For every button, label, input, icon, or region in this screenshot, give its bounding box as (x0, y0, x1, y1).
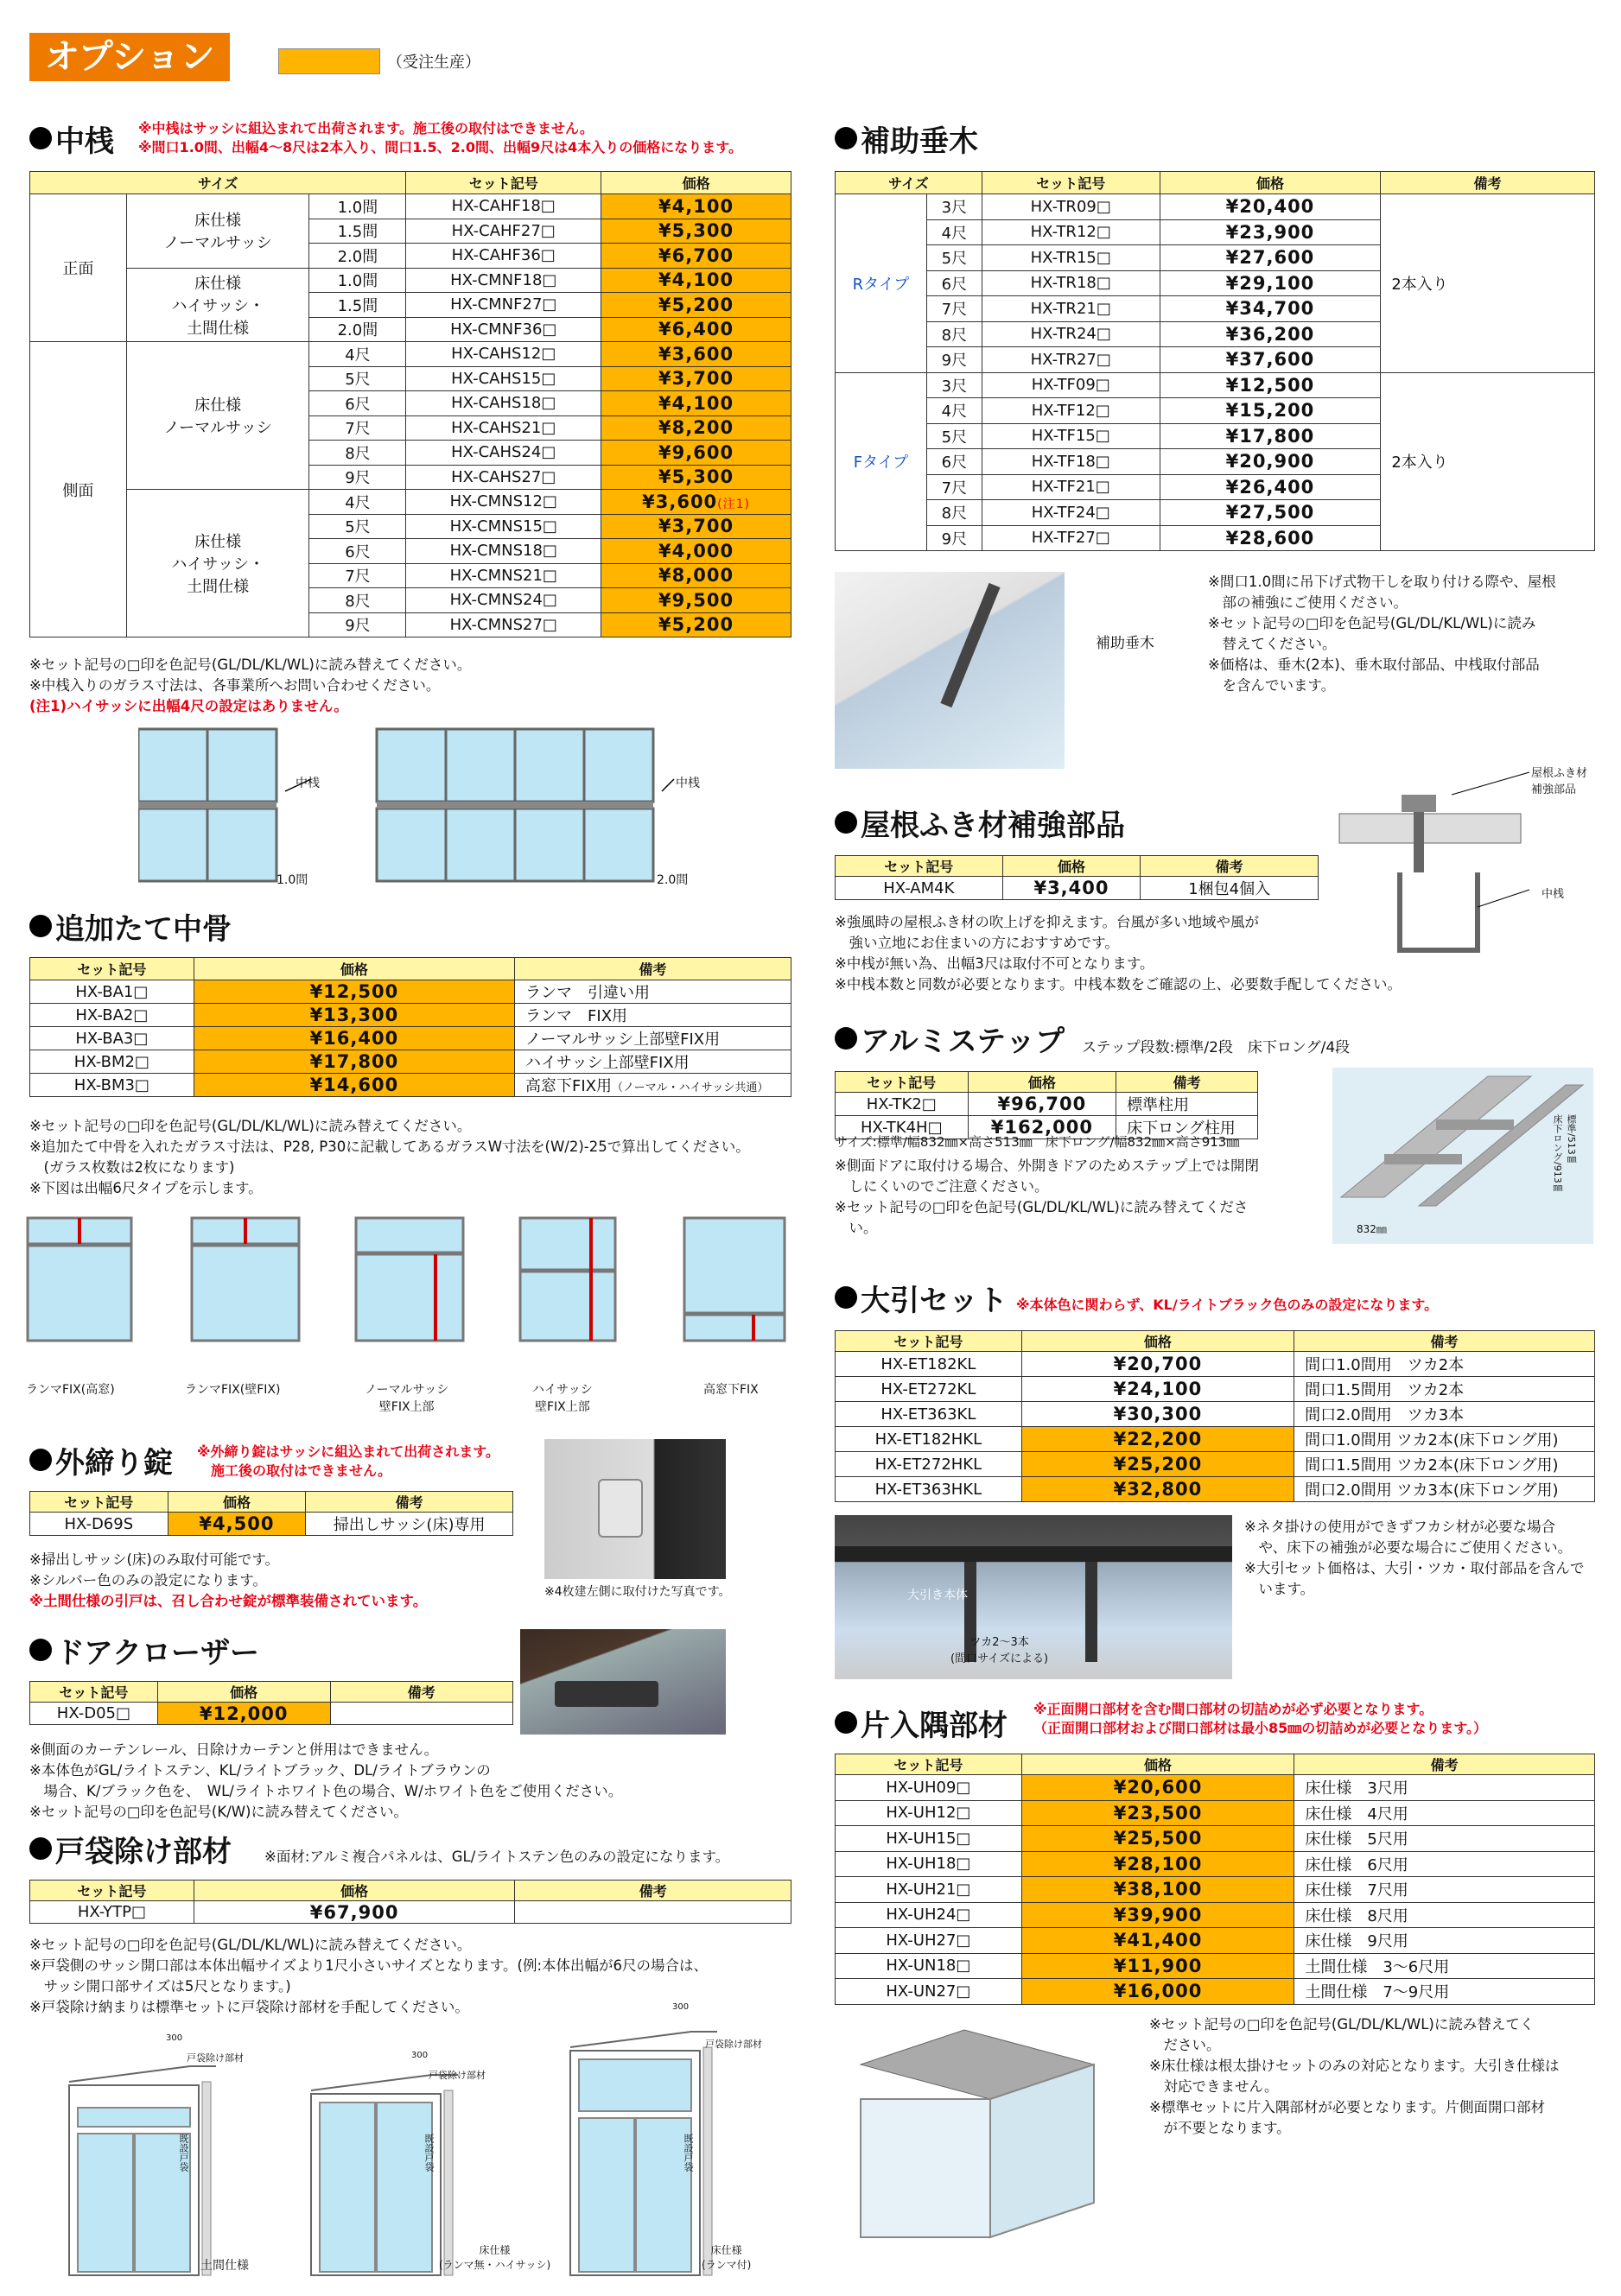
table-row (836, 1452, 1595, 1477)
tobukuro-notes: ※セット記号の□印を色記号(GL/DL/KL/WL)に読み替えてください。 ※戸袋側のサッシ開口部は本体出幅サイズより1尺小さいサイズとなります。(例:本体出幅が6尺の場合は、 サッシ開口部サイズは5尺となります。) ※戸袋除け納まりは標準セットに戸袋除け部材を手配してください。 (29, 1937, 709, 2015)
price-cell (601, 366, 791, 391)
tsuika-notes: ※セット記号の□印を色記号(GL/DL/KL/WL)に読み替えてください。 ※追加たて中骨を入れたガラス寸法は、P28, P30に記載してあるガラスW寸法を(W/2)-25で算出してください。 (ガラス枚数は2枚になります) ※下図は出幅6尺タイプを示します。 (29, 1118, 750, 1196)
code-cell: HX-ET182KL (836, 1352, 1022, 1377)
table-row (836, 1800, 1595, 1826)
code-cell: HX-UN18□ (836, 1953, 1022, 1979)
nakazan-table: サイズ セット記号 価格 正面 床仕様 ノーマルサッシ 1.0間 HX-CAHF18□ ¥4,100 1.5間 HX-CAHF27□ ¥5,300 2.0間 HX-CAHF36□ ¥6,700 床仕様 ハイサッシ・ 土間仕様 1.0間 HX-CMNF18□ ¥4,100 1.5間 HX-CMNF27□ ¥5,200 2.0間 HX-CMNF36□ ¥6,400 側面 床仕様 ノーマルサッシ 4尺 HX-CAHS12□ ¥3,600 5尺 HX-CAHS15□ ¥3,700 6尺 HX-CAHS18□ ¥4,100 7尺 HX-CAHS21□ ¥8,200 8尺 HX-CAHS24□ ¥9,600 9尺 HX-CAHS27□ ¥5,300 床仕様 ハイサッシ・ 土間仕様 4尺 HX-CMNS12□ ¥3,600(注1) 5尺 HX-CMNS15□ ¥3,700 6尺 HX-CMNS18□ ¥4,000 7尺 HX-CMNS21□ ¥8,000 8尺 HX-CMNS24□ ¥9,500 9尺 HX-CMNS27□ ¥5,200 (29, 171, 791, 637)
section-title-tobukuro: 戸袋除け部材 (29, 1836, 232, 1868)
size-cell: 9尺 (309, 465, 406, 490)
size-cell: 9尺 (309, 612, 406, 637)
group-label: 側面 (30, 342, 127, 637)
obiki-photo-label-2: ツカ2〜3本 (間口サイズによる) (950, 1636, 1049, 1665)
price-cell: ¥23,500 (1021, 1800, 1294, 1826)
code-cell: HX-TF18□ (982, 449, 1160, 475)
size-cell: 5尺 (926, 245, 982, 271)
code-cell: HX-CAHS24□ (406, 441, 601, 466)
code-cell: HX-CMNF27□ (406, 293, 601, 318)
code-cell: HX-TF09□ (982, 372, 1160, 398)
tobukuro-sub-note: ※面材:アルミ複合パネルは、GL/ライトステン色のみの設定になります。 (264, 1849, 730, 1865)
price-cell (601, 514, 791, 539)
obiki-photo-label-1: 大引き本体 (907, 1589, 968, 1602)
remark-cell: 床仕様 9尺用 (1294, 1928, 1595, 1954)
price-cell: ¥30,300 (1021, 1402, 1294, 1427)
price-cell: ¥26,400 (1160, 474, 1381, 500)
price-cell (601, 219, 791, 244)
price-cell: ¥27,600 (1160, 245, 1381, 271)
price-cell: ¥28,100 (1021, 1851, 1294, 1877)
table-row (836, 1928, 1595, 1954)
code-cell: HX-BA3□ (30, 1027, 194, 1050)
price-cell: ¥20,900 (1160, 449, 1381, 475)
section-title-obiki: 大引セット (835, 1285, 1008, 1317)
price-cell: ¥38,100 (1021, 1877, 1294, 1903)
code-cell: HX-UN27□ (836, 1979, 1022, 2005)
remark-cell: 床仕様 5尺用 (1294, 1826, 1595, 1852)
size-cell: 5尺 (309, 366, 406, 391)
remark-text: ノーマルサッシ上部壁FIX用 (525, 1031, 721, 1049)
remark-cell (515, 1050, 791, 1074)
price-cell: ¥41,400 (1021, 1928, 1294, 1954)
price-value: ¥4,100 (658, 270, 734, 291)
size-cell: 8尺 (926, 321, 982, 347)
price-value: ¥3,700 (658, 368, 734, 390)
size-cell: 8尺 (926, 500, 982, 526)
size-cell: 7尺 (309, 563, 406, 588)
size-cell: 1.5間 (309, 219, 406, 244)
code-cell: HX-UH18□ (836, 1851, 1022, 1877)
tobukuro-fig1-caption: 土間仕様 (200, 2259, 249, 2273)
remark-cell: 間口1.0間用 ツカ2本 (1294, 1352, 1595, 1377)
table-row (836, 1477, 1595, 1502)
code-cell: HX-TF21□ (982, 474, 1160, 500)
remark-text: ランマ FIX用 (525, 1007, 628, 1025)
table-row (30, 980, 791, 1004)
tsuika-fig-label-2: ランマFIX(壁FIX) (185, 1383, 281, 1397)
price-value: ¥5,200 (658, 614, 734, 636)
price-cell (601, 391, 791, 416)
tobukuro-fig1-existing: 既設戸袋 (178, 2134, 189, 2172)
size-cell: 9尺 (926, 347, 982, 373)
sub-label: 床仕様 ノーマルサッシ (126, 194, 309, 269)
price-value: ¥4,100 (658, 392, 734, 414)
code-cell: HX-ET363HKL (836, 1477, 1022, 1502)
nakazan-fig-size-1: 1.0間 (277, 873, 308, 887)
remark-small: （ノーマル・ハイサッシ共通） (612, 1081, 769, 1094)
size-cell: 6尺 (309, 391, 406, 416)
code-cell: HX-TR21□ (982, 296, 1160, 322)
price-cell: ¥12,500 (1160, 372, 1381, 398)
price-cell: ¥20,400 (1160, 194, 1381, 220)
remark-cell: 間口1.0間用 ツカ2本(床下ロング用) (1294, 1427, 1595, 1452)
price-cell: ¥22,200 (1021, 1427, 1294, 1452)
sub-label: 床仕様 ノーマルサッシ (126, 342, 309, 490)
size-cell: 1.0間 (309, 194, 406, 219)
code-cell: HX-CMNS24□ (406, 588, 601, 613)
obiki-table: セット記号 価格 備考 HX-ET182KL ¥20,700 間口1.0間用 ツカ2本 HX-ET272KL ¥24,100 間口1.5間用 ツカ2本 HX-ET363KL ¥30,300 間口2.0間用 ツカ3本 HX-ET182HKL ¥22,200 間口1.0間用 ツカ2本(床下ロング用) HX-ET272HKL ¥25,200 間口1.5間用 ツカ2本(床下ロング用) HX-ET363HKL ¥32,800 間口2.0間用 ツカ3本(床下ロング用) (835, 1330, 1595, 1502)
table-row (836, 1877, 1595, 1903)
hojo-notes: ※間口1.0間に吊下げ式物干しを取り付ける際や、屋根 部の補強にご使用ください。 ※セット記号の□印を色記号(GL/DL/KL/WL)に読み 替えてください。 ※価格は、垂木(2本)、垂木取付部品、中桟取付部品 を含んでいます。 (1208, 574, 1556, 694)
size-cell: 4尺 (926, 219, 982, 245)
tsuika-window-diagrams (26, 1216, 786, 1372)
remark-cell (515, 1004, 791, 1027)
price-cell: ¥16,000 (1021, 1979, 1294, 2005)
table-row (836, 372, 1595, 398)
code-cell: HX-TR18□ (982, 270, 1160, 296)
price-value: ¥9,600 (658, 441, 734, 463)
price-cell (601, 415, 791, 441)
code-cell: HX-BA2□ (30, 1004, 194, 1027)
price-cell: ¥37,600 (1160, 347, 1381, 373)
price-value: ¥3,600 (658, 343, 734, 365)
remark-cell: 床仕様 7尺用 (1294, 1877, 1595, 1903)
price-value: ¥4,000 (658, 540, 734, 561)
remark-cell: 床仕様 3尺用 (1294, 1775, 1595, 1801)
tobukuro-diagrams (52, 2013, 769, 2289)
code-cell: HX-CAHS21□ (406, 415, 601, 441)
nakazan-notes: ※セット記号の□印を色記号(GL/DL/KL/WL)に読み替えてください。 ※中桟入りのガラス寸法は、各事業所へお問い合わせください。 (注1)ハイサッシに出幅4尺の設定はありません。 (29, 656, 472, 714)
price-cell: ¥20,600 (1021, 1775, 1294, 1801)
price-cell (601, 293, 791, 318)
katairi-table: セット記号 価格 備考 HX-UH09□ ¥20,600 床仕様 3尺用 HX-UH12□ ¥23,500 床仕様 4尺用 HX-UH15□ ¥25,500 床仕様 5尺用 HX-UH18□ ¥28,100 床仕様 6尺用 HX-UH21□ ¥38,100 床仕様 7尺用 HX-UH24□ ¥39,900 床仕様 8尺用 HX-UH27□ ¥41,400 床仕様 9尺用 HX-UN18□ ¥11,900 土間仕様 3〜6尺用 HX-UN27□ ¥16,000 土間仕様 7〜9尺用 (835, 1754, 1595, 2005)
tobukuro-fig3-dim: 300 (672, 2002, 690, 2012)
price-cell: ¥20,700 (1021, 1352, 1294, 1377)
code-cell: HX-CMNS18□ (406, 539, 601, 564)
table-row (30, 342, 791, 367)
price-cell: ¥17,800 (194, 1050, 514, 1074)
code-cell: HX-TF27□ (982, 525, 1160, 551)
price-cell (601, 563, 791, 588)
size-cell: 6尺 (926, 270, 982, 296)
price-value: ¥5,300 (658, 466, 734, 488)
price-cell: ¥17,800 (1160, 423, 1381, 449)
code-cell: HX-TR24□ (982, 321, 1160, 347)
section-title-yane: 屋根ふき材補強部品 (835, 810, 1125, 842)
price-cell: ¥12,500 (194, 980, 514, 1004)
tobukuro-fig3-part: 戸袋除け部材 (705, 2039, 762, 2050)
size-cell: 4尺 (309, 490, 406, 515)
code-cell: HX-UH09□ (836, 1775, 1022, 1801)
table-row (836, 1979, 1595, 2005)
nakazan-fig-size-2: 2.0間 (657, 873, 689, 887)
hojo-table: サイズ セット記号 価格 備考 Rタイプ 3尺 HX-TR09□ ¥20,400 2本入り 4尺 HX-TR12□ ¥23,900 5尺 HX-TR15□ ¥27,600 6尺 HX-TR18□ ¥29,100 7尺 HX-TR21□ ¥34,700 8尺 HX-TR24□ ¥36,200 9尺 HX-TR27□ ¥37,600 Fタイプ 3尺 HX-TF09□ ¥12,500 2本入り 4尺 HX-TF12□ ¥15,200 5尺 HX-TF15□ ¥17,800 6尺 HX-TF18□ ¥20,900 7尺 HX-TF21□ ¥26,400 8尺 HX-TF24□ ¥27,500 9尺 HX-TF27□ ¥28,600 (835, 171, 1595, 551)
yane-notes: ※強風時の屋根ふき材の吹上げを抑えます。台風が多い地域や風が 強い立地にお住まいの方におすすめです。 ※中桟が無い為、出幅3尺は取付不可となります。 ※中桟本数と同数が必要となります。中桟本数をご確認の上、必要数手配してください。 (835, 914, 1402, 993)
code-cell: HX-ET272HKL (836, 1452, 1022, 1477)
remark-cell: 床仕様 8尺用 (1294, 1902, 1595, 1928)
remark-cell: 床仕様 4尺用 (1294, 1800, 1595, 1826)
section-title-nakazan: 中桟 (29, 126, 114, 158)
price-cell (601, 317, 791, 342)
door-table: セット記号 価格 備考 HX-D05□ ¥12,000 (29, 1681, 513, 1725)
obiki-red-note: ※本体色に関わらず、KL/ライトブラック色のみの設定になります。 (1016, 1297, 1439, 1313)
price-cell: ¥15,200 (1160, 398, 1381, 424)
price-value: ¥3,600 (642, 491, 718, 512)
code-cell: HX-CAHS18□ (406, 391, 601, 416)
code-cell: HX-BM3□ (30, 1074, 194, 1097)
tobukuro-fig3-caption: 床仕様 (ランマ付) (702, 2244, 752, 2271)
size-cell: 1.5間 (309, 293, 406, 318)
size-cell: 9尺 (926, 525, 982, 551)
table-row (836, 1402, 1595, 1427)
code-cell: HX-UH24□ (836, 1902, 1022, 1928)
table-row (30, 1050, 791, 1074)
lock-photo-caption: ※4枚建左側に取付けた写真です。 (544, 1585, 731, 1599)
remark-text: 高窓下FIX用 (525, 1077, 613, 1095)
step-width-label: 832㎜ (1357, 1223, 1387, 1235)
remark-cell: 2本入り (1381, 194, 1595, 373)
price-cell: ¥23,900 (1160, 219, 1381, 245)
size-cell: 5尺 (309, 514, 406, 539)
katairi-photo (835, 2013, 1128, 2272)
size-cell: 6尺 (309, 539, 406, 564)
code-cell: HX-TF12□ (982, 398, 1160, 424)
table-row (30, 194, 791, 219)
sub-label: 床仕様 ハイサッシ・ 土間仕様 (126, 490, 309, 637)
code-cell: HX-CMNS12□ (406, 490, 601, 515)
katairi-notes: ※セット記号の□印を色記号(GL/DL/KL/WL)に読み替えてく ださい。 ※床仕様は根太掛けセットのみの対応となります。大引き仕様は 対応できません。 ※標準セットに片入隅部材が必要となります。片側面開口部材 が不要となります。 (1149, 2016, 1560, 2136)
table-row (836, 1953, 1595, 1979)
table-row (30, 1074, 791, 1097)
price-value: ¥8,200 (658, 417, 734, 439)
section-title-katairi: 片入隅部材 (835, 1710, 1008, 1742)
hojo-photo (835, 572, 1065, 769)
size-cell: 7尺 (926, 296, 982, 322)
size-cell: 2.0間 (309, 244, 406, 269)
tsuika-fig-label-1: ランマFIX(高窓) (26, 1383, 115, 1397)
price-cell (601, 441, 791, 466)
price-cell (601, 490, 791, 515)
price-cell (601, 194, 791, 219)
table-row (30, 1027, 791, 1050)
section-title-door: ドアクローザー (29, 1638, 259, 1670)
type-label: Rタイプ (836, 194, 927, 373)
table-row (30, 490, 791, 515)
sub-label: 床仕様 ハイサッシ・ 土間仕様 (126, 268, 309, 342)
price-value: ¥6,700 (658, 244, 734, 266)
price-cell: ¥34,700 (1160, 296, 1381, 322)
code-cell: HX-UH21□ (836, 1877, 1022, 1903)
price-cell: ¥24,100 (1021, 1377, 1294, 1402)
price-cell: ¥27,500 (1160, 500, 1381, 526)
door-closer-photo (520, 1629, 726, 1735)
size-cell: 8尺 (309, 441, 406, 466)
step-sub: ステップ段数:標準/2段 床下ロング/4段 (1082, 1039, 1351, 1056)
code-cell: HX-TR27□ (982, 347, 1160, 373)
obiki-notes: ※ネタ掛けの使用ができずフカシ材が必要な場合 や、床下の補強が必要な場合にご使用ください。 ※大引セット価格は、大引・ツカ・取付部品を含んで います。 (1244, 1519, 1585, 1597)
code-cell: HX-CAHF18□ (406, 194, 601, 219)
remark-cell: 間口2.0間用 ツカ3本(床下ロング用) (1294, 1477, 1595, 1502)
nakazan-fig-label-1: 中桟 (296, 777, 320, 790)
code-cell: HX-CAHF36□ (406, 244, 601, 269)
remark-cell: 間口1.5間用 ツカ2本 (1294, 1377, 1595, 1402)
table-row (836, 1427, 1595, 1452)
remark-cell: 土間仕様 3〜6尺用 (1294, 1953, 1595, 1979)
price-cell: ¥28,600 (1160, 525, 1381, 551)
section-title-sotojime: 外締り錠 (29, 1448, 173, 1480)
price-cell: ¥16,400 (194, 1027, 514, 1050)
size-cell: 3尺 (926, 194, 982, 220)
code-cell: HX-CAHF27□ (406, 219, 601, 244)
size-cell: 8尺 (309, 588, 406, 613)
tobukuro-fig2-part: 戸袋除け部材 (429, 2070, 486, 2081)
note-mark: (注1) (717, 497, 751, 511)
price-cell: ¥36,200 (1160, 321, 1381, 347)
remark-cell: 床仕様 6尺用 (1294, 1851, 1595, 1877)
price-cell: ¥25,500 (1021, 1826, 1294, 1852)
code-cell: HX-TF24□ (982, 500, 1160, 526)
size-cell: 3尺 (926, 372, 982, 398)
table-row (836, 1902, 1595, 1928)
step-height-label: 標準/513㎜ 床下ロング/913㎜ (1552, 1114, 1577, 1193)
code-cell: HX-CMNF36□ (406, 317, 601, 342)
price-value: ¥5,200 (658, 294, 734, 315)
order-legend-swatch (278, 48, 380, 74)
tsuika-fig-label-3: ノーマルサッシ 壁FIX上部 (365, 1383, 449, 1414)
table-row (836, 1352, 1595, 1377)
section-title-step: アルミステップ (835, 1026, 1065, 1058)
sotojime-notes: ※掃出しサッシ(床)のみ取付可能です。 ※シルバー色のみの設定になります。 ※土間仕様の引戸は、召し合わせ錠が標準装備されています。 (29, 1551, 428, 1609)
price-cell (601, 612, 791, 637)
table-row (836, 194, 1595, 220)
door-notes: ※側面のカーテンレール、日除けカーテンと併用はできません。 ※本体色がGL/ライトステン、KL/ライトブラック、DL/ライトブラウンの 場合、K/ブラック色を、 WL/ライトホワイト色の場合、W/ホワイト色をご使用ください。 ※セット記号の□印を色記号(K/W)に読み替えてください。 (29, 1741, 623, 1820)
price-cell (601, 244, 791, 269)
tsuika-fig-label-4: ハイサッシ 壁FIX上部 (532, 1383, 593, 1414)
code-cell: HX-ET272KL (836, 1377, 1022, 1402)
price-value: ¥9,500 (658, 589, 734, 611)
order-legend-label: （受注生産） (387, 54, 480, 72)
table-row (30, 1004, 791, 1027)
price-cell (601, 588, 791, 613)
size-cell: 7尺 (926, 474, 982, 500)
price-value: ¥4,100 (658, 195, 734, 217)
price-cell: ¥13,300 (194, 1004, 514, 1027)
remark-text: ランマ 引違い用 (525, 984, 651, 1002)
size-cell: 5尺 (926, 423, 982, 449)
price-cell: ¥32,800 (1021, 1477, 1294, 1502)
table-row (836, 1775, 1595, 1801)
tobukuro-fig2-dim: 300 (411, 2051, 429, 2060)
nakazan-red-notes: ※中桟はサッシに組込まれて出荷されます。施工後の取付はできません。 ※間口1.0間、出幅4〜8尺は2本入り、間口1.5、2.0間、出幅9尺は4本入りの価格になります。 (138, 120, 742, 155)
nakazan-fig-label-2: 中桟 (676, 777, 700, 790)
tobukuro-fig2-existing: 既設戸袋 (423, 2134, 435, 2172)
code-cell: HX-UH15□ (836, 1826, 1022, 1852)
sotojime-red-note: ※外締り錠はサッシに組込まれて出荷されます。 施工後の取付はできません。 (197, 1443, 499, 1479)
price-cell (601, 268, 791, 293)
table-row (836, 1851, 1595, 1877)
table-row (30, 268, 791, 293)
tobukuro-fig1-dim: 300 (166, 2033, 183, 2043)
tsuika-table: セット記号 価格 備考 HX-BA1□ ¥12,500 ランマ 引違い用 HX-BA2□ ¥13,300 ランマ FIX用 HX-BA3□ ¥16,400 ノーマルサッシ上部壁FIX用 HX-BM2□ ¥17,800 ハイサッシ上部壁FIX用 HX-BM3□ ¥14,600 高窓下FIX用（ノーマル・ハイサッシ共通） (29, 957, 791, 1097)
price-cell: ¥14,600 (194, 1074, 514, 1097)
price-cell: ¥11,900 (1021, 1953, 1294, 1979)
yane-fig-nakazan-label: 中桟 (1542, 888, 1565, 901)
step-table: セット記号 価格 備考 HX-TK2□ ¥96,700 標準柱用 HX-TK4H□ ¥162,000 床下ロング柱用 (835, 1071, 1258, 1139)
remark-cell: 2本入り (1381, 372, 1595, 551)
price-cell (601, 539, 791, 564)
table-row (836, 1377, 1595, 1402)
lock-photo (544, 1439, 726, 1579)
remark-cell (515, 980, 791, 1004)
code-cell: HX-CAHS12□ (406, 342, 601, 367)
tsuika-fig-label-5: 高窓下FIX (703, 1383, 759, 1397)
code-cell: HX-CAHS27□ (406, 465, 601, 490)
code-cell: HX-ET182HKL (836, 1427, 1022, 1452)
remark-cell (515, 1027, 791, 1050)
size-cell: 2.0間 (309, 317, 406, 342)
code-cell: HX-CMNS21□ (406, 563, 601, 588)
section-title-tsuika: 追加たて中骨 (29, 914, 232, 946)
code-cell: HX-TR09□ (982, 194, 1160, 220)
nakazan-window-diagrams (138, 726, 726, 890)
price-value: ¥3,700 (658, 516, 734, 537)
code-cell: HX-CMNS27□ (406, 612, 601, 637)
price-cell (601, 465, 791, 490)
yane-table: セット記号 価格 備考 HX-AM4K ¥3,400 1梱包4個入 (835, 855, 1319, 900)
code-cell: HX-TR12□ (982, 219, 1160, 245)
remark-cell: 間口1.5間用 ツカ2本(床下ロング用) (1294, 1452, 1595, 1477)
section-title-hojo: 補助垂木 (835, 126, 978, 158)
code-cell: HX-CAHS15□ (406, 366, 601, 391)
price-cell: ¥29,100 (1160, 270, 1381, 296)
code-cell: HX-UH12□ (836, 1800, 1022, 1826)
remark-cell: 土間仕様 7〜9尺用 (1294, 1979, 1595, 2005)
price-cell (601, 342, 791, 367)
size-cell: 6尺 (926, 449, 982, 475)
code-cell: HX-BM2□ (30, 1050, 194, 1074)
table-row (836, 1826, 1595, 1852)
step-size: サイズ:標準/幅832㎜×高さ513㎜ 床下ロング/幅832㎜×高さ913㎜ (835, 1134, 1240, 1150)
yane-fig-part-label: 屋根ふき材 補強部品 (1531, 767, 1588, 796)
price-value: ¥5,300 (658, 220, 734, 242)
tobukuro-fig3-existing: 既設戸袋 (683, 2134, 694, 2172)
code-cell: HX-CMNF18□ (406, 268, 601, 293)
size-cell: 4尺 (926, 398, 982, 424)
size-cell: 1.0間 (309, 268, 406, 293)
code-cell: HX-TF15□ (982, 423, 1160, 449)
code-cell: HX-CMNS15□ (406, 514, 601, 539)
price-value: ¥8,000 (658, 565, 734, 587)
katairi-red-note: ※正面開口部材を含む間口部材の切詰めが必ず必要となります。 （正面開口部材および間口部材は最小85㎜の切詰めが必要となります。） (1033, 1701, 1487, 1736)
size-cell: 7尺 (309, 415, 406, 441)
tobukuro-table: セット記号 価格 備考 HX-YTP□ ¥67,900 (29, 1880, 791, 1924)
size-cell: 4尺 (309, 342, 406, 367)
remark-cell: 間口2.0間用 ツカ3本 (1294, 1402, 1595, 1427)
hojo-photo-label: 補助垂木 (1096, 635, 1154, 652)
tobukuro-fig1-part: 戸袋除け部材 (187, 2052, 244, 2064)
sotojime-table: セット記号 価格 備考 HX-D69S ¥4,500 掃出しサッシ(床)専用 (29, 1491, 513, 1536)
group-label: 正面 (30, 194, 127, 342)
remark-cell (515, 1074, 791, 1097)
tobukuro-fig2-caption: 床仕様 (ランマ無・ハイサッシ) (439, 2244, 551, 2271)
page-title: オプション (29, 33, 230, 81)
code-cell: HX-UH27□ (836, 1928, 1022, 1954)
price-value: ¥6,400 (658, 319, 734, 340)
code-cell: HX-BA1□ (30, 980, 194, 1004)
price-cell: ¥25,200 (1021, 1452, 1294, 1477)
code-cell: HX-ET363KL (836, 1402, 1022, 1427)
code-cell: HX-TR15□ (982, 245, 1160, 271)
step-notes: ※側面ドアに取付ける場合、外開きドアのためステップ上では開閉 しにくいのでご注意ください。 ※セット記号の□印を色記号(GL/DL/KL/WL)に読み替えてくださ い。 (835, 1158, 1260, 1236)
type-label: Fタイプ (836, 372, 927, 551)
remark-text: ハイサッシ上部壁FIX用 (525, 1054, 690, 1072)
price-cell: ¥39,900 (1021, 1902, 1294, 1928)
